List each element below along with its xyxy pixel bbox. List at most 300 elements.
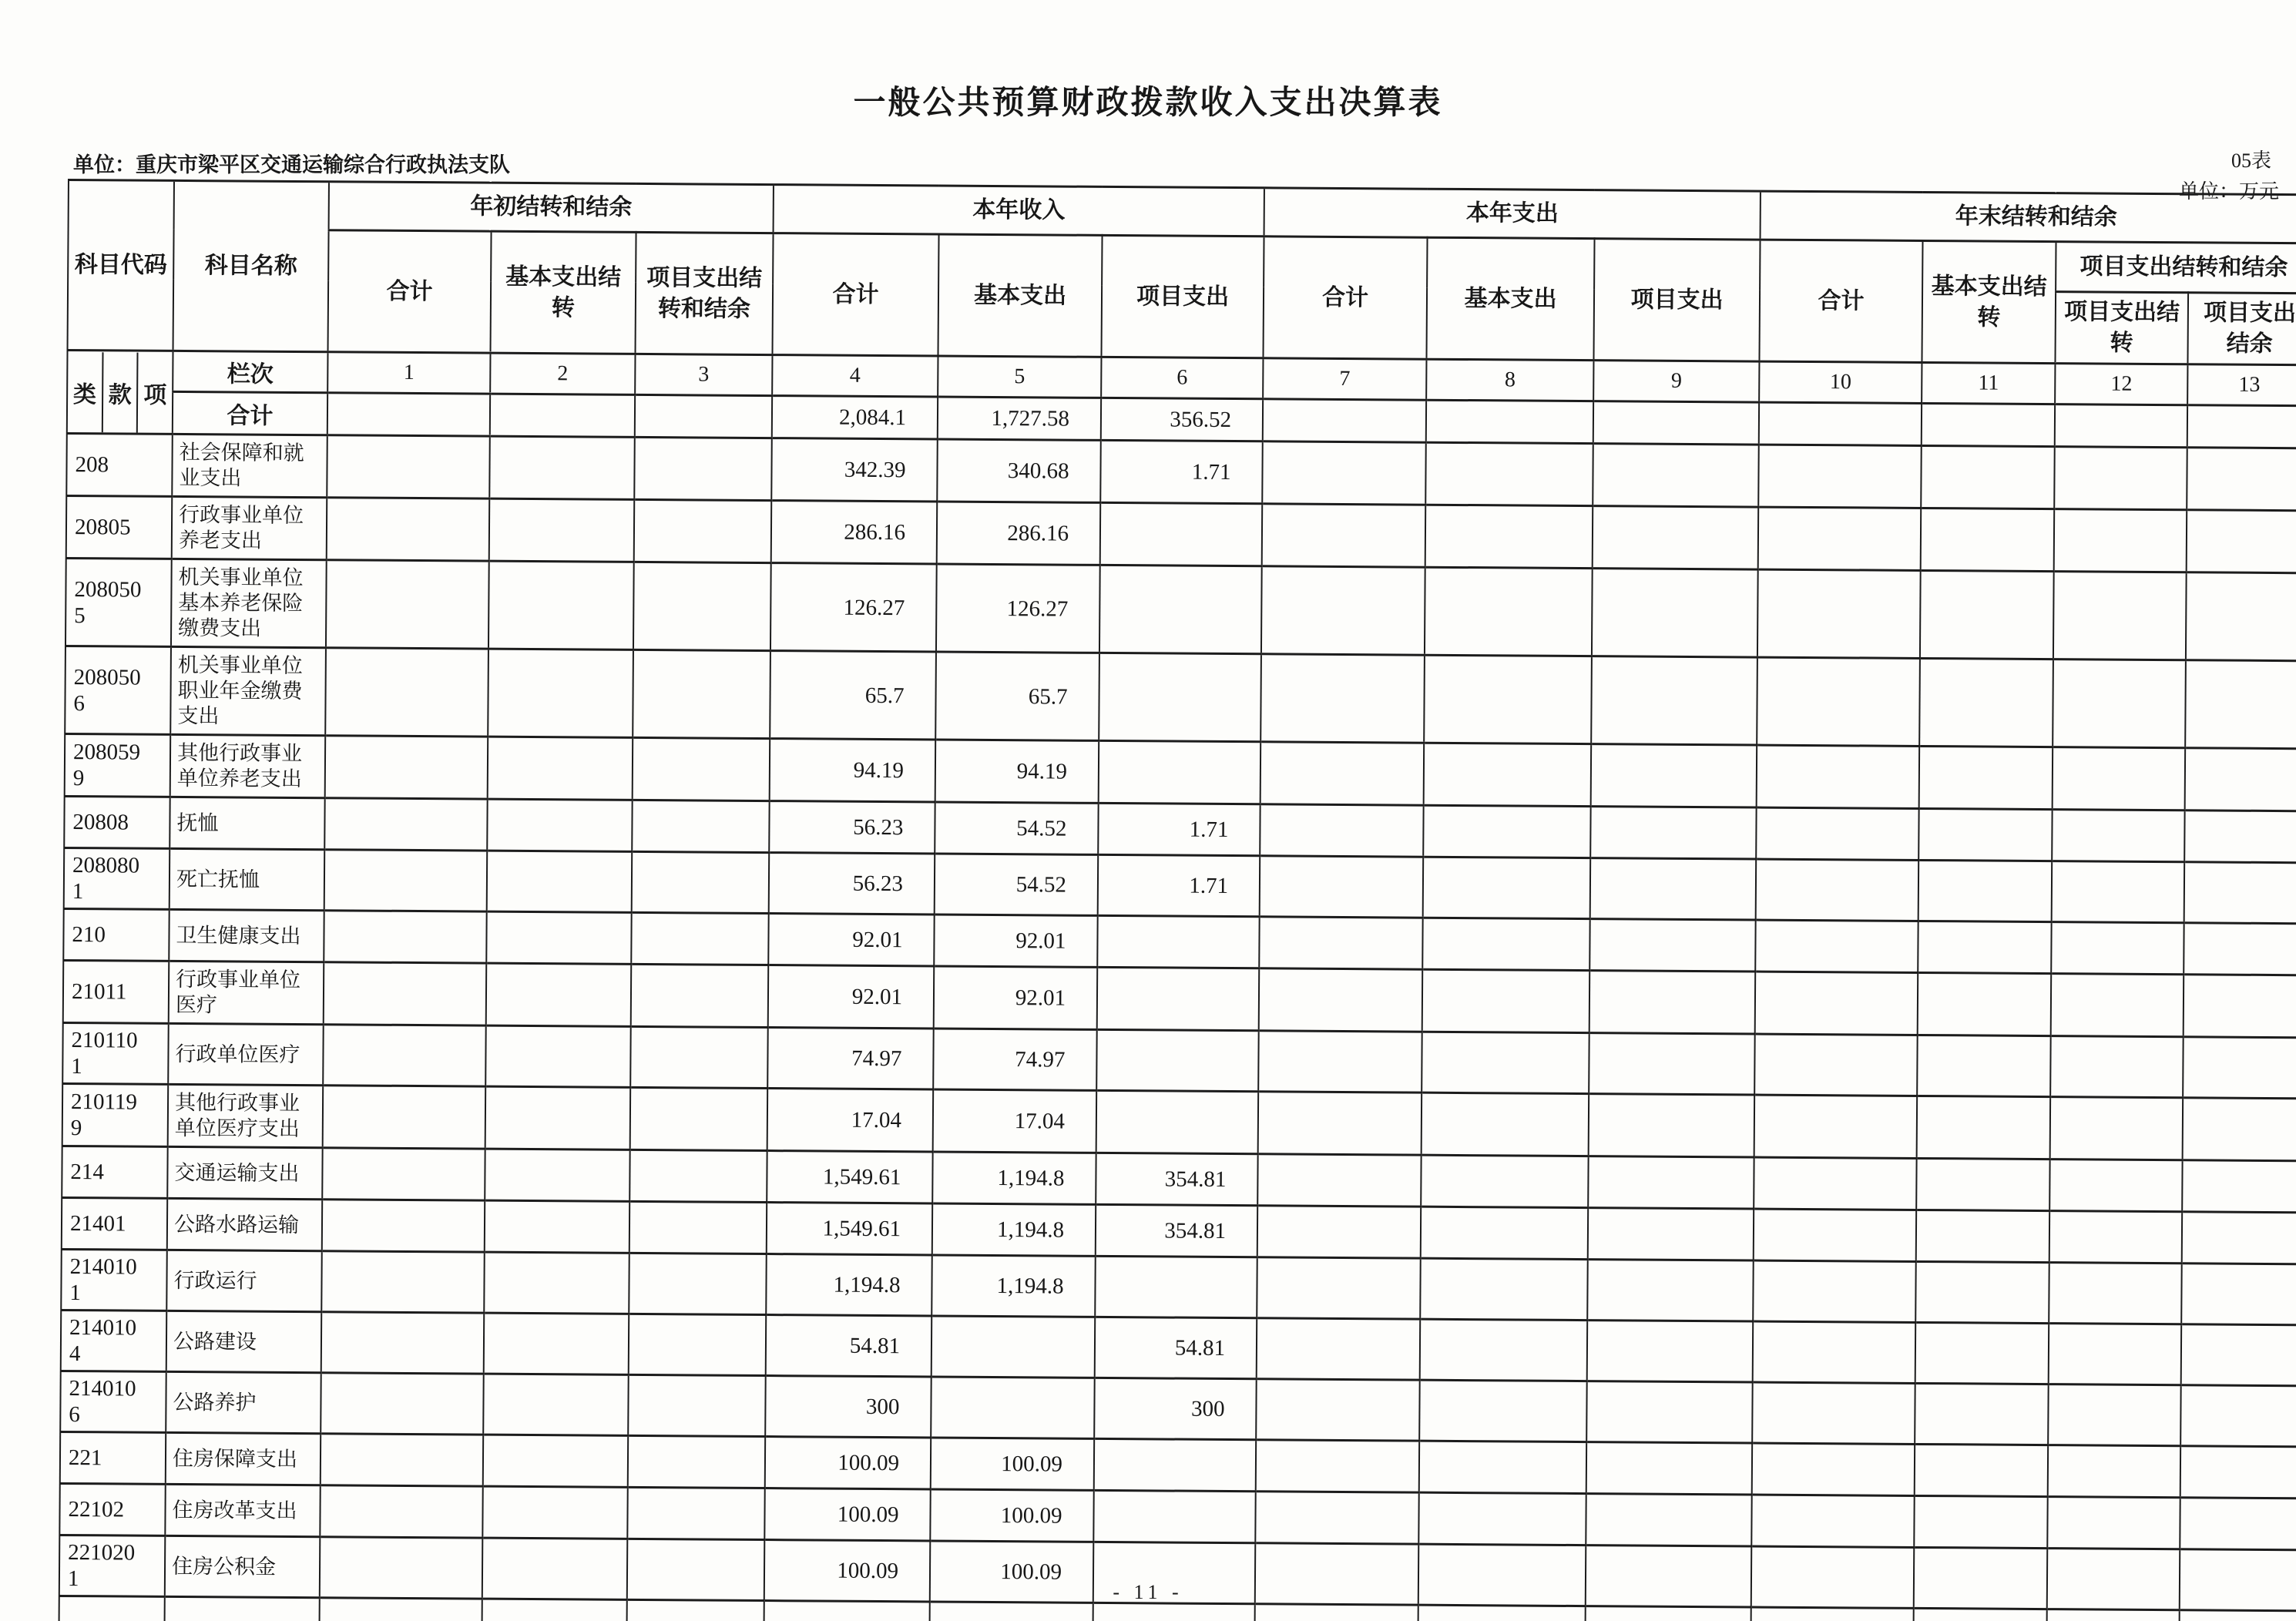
value-col-9 [1586, 1442, 1752, 1495]
value-col-2 [485, 1149, 629, 1201]
subject-name: 行政事业单位养老支出 [172, 496, 327, 559]
value-col-6: 354.81 [1096, 1204, 1257, 1257]
value-col-13 [2183, 1098, 2296, 1161]
colnum-12: 12 [2055, 364, 2187, 405]
value-col-1 [321, 1373, 484, 1435]
value-col-5: 340.68 [937, 439, 1101, 502]
code-parts-cell [67, 351, 173, 435]
header-col-11: 基本支出结转 [1922, 240, 2056, 363]
value-col-5 [931, 1316, 1096, 1378]
total-value-col-9 [1593, 401, 1759, 445]
subject-code [61, 1310, 167, 1371]
subject-code [65, 646, 171, 734]
value-col-2 [485, 1025, 631, 1087]
table-body [59, 180, 2296, 1621]
total-value-col-4: 2,084.1 [772, 396, 938, 439]
value-col-11 [1915, 1261, 2049, 1323]
value-col-10 [1758, 507, 1922, 570]
colnum-9: 9 [1593, 361, 1759, 402]
value-col-1 [324, 962, 487, 1025]
value-col-8 [1419, 1380, 1587, 1441]
subject-code-text: 22102 [68, 1497, 125, 1522]
value-col-11 [1918, 921, 2051, 973]
value-col-10 [1755, 972, 1918, 1035]
value-col-2 [483, 1435, 628, 1487]
value-col-4: 100.09 [764, 1540, 931, 1602]
value-col-3 [633, 649, 770, 738]
value-col-3 [631, 912, 768, 965]
value-col-11 [1920, 570, 2054, 659]
value-col-6 [1096, 1090, 1259, 1153]
value-col-2 [487, 851, 633, 912]
value-col-5: 100.09 [931, 1438, 1094, 1490]
value-col-8 [1423, 805, 1590, 857]
value-col-6 [1093, 1490, 1255, 1542]
subject-code-text: 20805 [74, 515, 131, 540]
value-col-12 [2049, 1324, 2182, 1385]
value-col-11 [1919, 658, 2053, 747]
value-col-1 [324, 850, 488, 911]
value-col-12 [2051, 974, 2184, 1037]
value-col-12 [2049, 1160, 2182, 1212]
value-col-6: 354.81 [1096, 1153, 1257, 1205]
value-col-13 [2181, 1264, 2296, 1325]
value-col-7 [1259, 968, 1423, 1032]
value-col-2 [484, 1313, 629, 1374]
colnum-6: 6 [1101, 357, 1263, 398]
value-col-13 [2185, 660, 2296, 749]
value-col-12 [2052, 861, 2185, 923]
subject-name: 住房改革支出 [165, 1484, 320, 1536]
value-col-5: 100.09 [930, 1489, 1093, 1542]
value-col-3 [628, 1435, 765, 1488]
subject-code-text: 2080506 [73, 664, 141, 716]
value-col-9 [1589, 1033, 1755, 1095]
subject-code-text: 210 [72, 922, 106, 948]
total-value-col-13 [2187, 405, 2296, 448]
value-col-4: 1,194.8 [766, 1254, 932, 1316]
subject-code-text: 2101101 [71, 1028, 138, 1079]
subject-code-text: 21011 [71, 979, 127, 1005]
total-row-label: 合计 [173, 391, 327, 435]
subject-code [65, 733, 171, 797]
value-col-10 [1756, 859, 1919, 921]
value-col-5: 94.19 [935, 740, 1099, 803]
header-subgroup-project-balance: 项目支出结转和结余 [2056, 242, 2296, 294]
total-value-col-5: 1,727.58 [938, 397, 1101, 440]
header-col-5: 基本支出 [938, 234, 1103, 357]
value-col-9 [1592, 569, 1758, 657]
value-col-4: 65.7 [770, 651, 936, 740]
header-col-1: 合计 [328, 230, 492, 353]
header-subject-code: 科目代码 [68, 180, 174, 351]
value-col-13 [2185, 748, 2296, 811]
value-col-1 [321, 1434, 483, 1486]
value-col-8 [1420, 1258, 1588, 1320]
value-col-4: 74.97 [767, 1028, 934, 1089]
value-col-13 [2182, 1212, 2296, 1264]
colnum-10: 10 [1759, 361, 1922, 403]
value-col-8 [1425, 442, 1593, 505]
value-col-5: 65.7 [935, 652, 1099, 740]
header-col-6: 项目支出 [1102, 235, 1264, 357]
subject-code [66, 433, 173, 496]
colnum-1: 1 [327, 352, 490, 394]
value-col-10 [1751, 1495, 1914, 1547]
subject-code [63, 960, 170, 1023]
colnum-2: 2 [490, 353, 635, 394]
subject-code-text: 2080599 [72, 740, 141, 791]
budget-table-wrapper [58, 179, 2296, 1621]
value-col-12 [2050, 1097, 2184, 1160]
value-col-6 [1094, 1438, 1256, 1491]
value-col-3 [629, 1149, 767, 1202]
value-col-9 [1585, 1606, 1751, 1621]
value-col-10 [1754, 1095, 1918, 1158]
unit-of-measure-note: 单位：万元 [2178, 180, 2279, 203]
value-col-2 [489, 436, 635, 499]
header-group-yearend-balance: 年末结转和结余 [1761, 191, 2296, 243]
subject-name: 住房保障支出 [166, 1432, 321, 1485]
value-col-2 [487, 799, 632, 851]
total-value-col-8 [1426, 400, 1593, 443]
value-col-1 [322, 1148, 485, 1200]
value-col-1 [323, 1086, 486, 1149]
subject-code-text: 20808 [72, 810, 129, 835]
subject-name: 社会保障和就业支出 [172, 434, 327, 497]
page-number: - 11 - [1113, 1581, 1183, 1603]
value-col-8 [1423, 857, 1591, 918]
header-group-opening-balance: 年初结转和结余 [329, 182, 774, 233]
subject-name: 行政运行 [166, 1250, 322, 1311]
value-col-12 [2053, 747, 2186, 810]
value-col-6: 300 [1094, 1378, 1257, 1439]
value-col-9 [1590, 807, 1756, 859]
value-col-2 [484, 1252, 629, 1314]
value-col-11 [1915, 1322, 2049, 1384]
total-value-col-1 [327, 393, 490, 436]
subject-name: 机关事业单位职业年金缴费支出 [170, 646, 326, 735]
value-col-13 [2184, 810, 2296, 863]
value-col-7 [1256, 1440, 1419, 1492]
value-col-3 [633, 562, 771, 650]
value-col-9 [1587, 1321, 1754, 1382]
value-col-5: 286.16 [937, 502, 1101, 565]
subject-code [62, 1022, 169, 1084]
value-col-9 [1593, 506, 1759, 569]
value-col-10 [1754, 1034, 1918, 1096]
value-col-3 [634, 437, 772, 500]
value-col-13 [2186, 572, 2296, 661]
subject-name: 住房公积金 [165, 1535, 321, 1597]
subject-code [66, 495, 173, 559]
sheet-number-label: 05表 [2231, 149, 2271, 172]
value-col-4: 94.19 [770, 739, 936, 802]
value-col-8 [1425, 505, 1593, 568]
unit-label: 单位：重庆市梁平区交通运输综合行政执法支队 [73, 153, 510, 176]
value-col-6 [1096, 1029, 1259, 1091]
value-col-7 [1258, 1092, 1422, 1155]
value-col-5: 17.04 [933, 1089, 1097, 1153]
value-col-6 [1093, 1603, 1254, 1621]
value-col-7 [1262, 504, 1426, 567]
subject-name: 公路水路运输 [167, 1198, 322, 1250]
code-parts [68, 352, 173, 433]
value-col-1 [324, 798, 487, 851]
value-col-9 [1593, 444, 1759, 507]
subject-name: 机关事业单位基本养老保险缴费支出 [171, 559, 327, 647]
value-col-1 [321, 1312, 485, 1374]
value-col-13 [2180, 1498, 2296, 1550]
value-col-9 [1588, 1156, 1754, 1209]
value-col-3 [629, 1201, 767, 1254]
colnum-7: 7 [1263, 358, 1426, 400]
header-subject-name: 科目名称 [173, 180, 329, 351]
value-col-6: 54.81 [1095, 1317, 1257, 1378]
value-col-12 [2049, 1263, 2182, 1324]
value-col-3 [628, 1374, 766, 1436]
header-group-current-year-expense: 本年支出 [1264, 188, 1761, 240]
total-value-col-7 [1263, 399, 1426, 442]
value-col-1 [327, 435, 490, 498]
subject-name: 死亡抚恤 [170, 848, 325, 910]
value-col-13 [2181, 1324, 2296, 1386]
value-col-1 [321, 1251, 485, 1313]
value-col-8 [1424, 743, 1592, 806]
value-col-10 [1756, 807, 1918, 860]
value-col-11 [1915, 1444, 2048, 1496]
value-col-11 [1916, 1158, 2049, 1210]
value-col-13 [2184, 862, 2296, 924]
value-col-6 [1100, 502, 1263, 566]
total-value-col-6: 356.52 [1101, 398, 1263, 441]
subject-code [59, 1483, 165, 1535]
value-col-12 [2051, 922, 2184, 975]
value-col-10 [1751, 1607, 1913, 1621]
value-col-12 [2048, 1384, 2181, 1446]
colnum-13: 13 [2187, 364, 2296, 406]
value-col-5: 1,194.8 [932, 1203, 1096, 1256]
value-col-11 [1917, 1035, 2051, 1096]
value-col-11 [1921, 508, 2055, 571]
subject-name: 公路建设 [166, 1311, 322, 1372]
value-col-4: 54.81 [766, 1315, 932, 1377]
subject-code-text: 2080505 [74, 576, 142, 628]
value-col-2 [482, 1486, 627, 1539]
value-col-10 [1753, 1260, 1916, 1322]
value-col-2 [485, 1086, 631, 1149]
value-col-5: 1,194.8 [931, 1255, 1096, 1317]
value-col-1 [323, 1025, 486, 1086]
value-col-12 [2054, 509, 2187, 572]
header-group-current-year-income: 本年收入 [774, 185, 1264, 237]
value-col-6: 1.71 [1100, 440, 1263, 503]
value-col-5: 54.52 [935, 854, 1099, 915]
value-col-13 [2187, 448, 2296, 511]
value-col-8 [1418, 1492, 1586, 1545]
value-col-4: 56.23 [769, 853, 935, 915]
value-col-7 [1260, 856, 1424, 918]
value-col-4: 100.09 [765, 1437, 931, 1489]
value-col-4: 1,549.61 [767, 1203, 932, 1255]
value-col-10 [1755, 920, 1918, 972]
value-col-11 [1918, 972, 2052, 1035]
value-col-1 [324, 911, 486, 963]
value-col-11 [1918, 860, 2053, 921]
value-col-1 [322, 1200, 485, 1252]
subject-name: 其他行政事业单位医疗支出 [168, 1084, 324, 1147]
value-col-7 [1260, 654, 1425, 743]
value-col-11 [1916, 1210, 2049, 1262]
value-col-12 [2047, 1497, 2180, 1549]
subject-name: 交通运输支出 [167, 1146, 322, 1199]
value-col-9 [1589, 1094, 1755, 1157]
value-col-13 [2179, 1610, 2296, 1621]
value-col-7 [1257, 1206, 1421, 1258]
value-col-11 [1913, 1608, 2046, 1621]
subject-code [60, 1371, 166, 1432]
value-col-1 [327, 498, 490, 561]
colnum-5: 5 [938, 356, 1101, 398]
subject-name: 公路养护 [166, 1371, 321, 1433]
value-col-6 [1097, 915, 1259, 968]
total-value-col-12 [2055, 404, 2187, 448]
value-col-1 [320, 1485, 482, 1538]
value-col-10 [1758, 445, 1922, 508]
subject-code [64, 796, 170, 848]
value-col-1 [325, 736, 488, 799]
value-col-5: 1,194.8 [932, 1152, 1096, 1204]
subject-code-text: 2210201 [67, 1540, 136, 1592]
value-col-1 [326, 560, 489, 649]
header-col-10: 合计 [1760, 240, 1923, 362]
value-col-4: 92.01 [768, 965, 935, 1029]
table-row [65, 558, 2296, 660]
value-col-3 [629, 1314, 767, 1375]
value-col-10 [1752, 1382, 1915, 1444]
colnum-8: 8 [1426, 359, 1593, 401]
value-col-3 [634, 499, 772, 562]
value-col-4: 92.01 [768, 914, 934, 966]
value-col-8 [1422, 1032, 1589, 1093]
value-col-9 [1586, 1494, 1751, 1546]
value-col-7 [1258, 1031, 1422, 1092]
value-col-10 [1754, 1157, 1916, 1210]
subject-code [64, 847, 170, 909]
value-col-13 [2187, 510, 2296, 573]
value-col-3 [631, 964, 769, 1027]
table-row [65, 646, 2296, 748]
value-col-13 [2182, 1160, 2296, 1213]
value-col-9 [1591, 744, 1757, 807]
code-part-lei: 类 [72, 381, 97, 408]
total-value-col-2 [490, 394, 635, 437]
value-col-12 [2053, 572, 2187, 660]
value-col-10 [1757, 745, 1920, 808]
value-col-8 [1422, 969, 1590, 1032]
value-col-4: 100.09 [764, 1488, 930, 1541]
header-col-7: 合计 [1264, 237, 1428, 359]
value-col-2 [486, 963, 632, 1026]
value-col-5 [929, 1602, 1093, 1621]
subject-code [65, 558, 172, 646]
value-col-7 [1255, 1492, 1418, 1544]
value-col-3 [632, 851, 770, 913]
value-col-11 [1915, 1383, 2049, 1445]
value-col-13 [2184, 975, 2296, 1038]
value-col-7 [1256, 1379, 1420, 1441]
value-col-1 [325, 648, 488, 737]
value-col-12 [2046, 1609, 2179, 1621]
subject-name: 行政单位医疗 [168, 1023, 324, 1085]
value-col-13 [2184, 923, 2296, 975]
value-col-12 [2053, 659, 2186, 748]
value-col-8 [1421, 1207, 1588, 1259]
value-col-7 [1260, 742, 1425, 805]
subject-code-text: 21401 [69, 1211, 126, 1237]
code-part-kuan: 款 [101, 352, 136, 432]
value-col-4: 342.39 [771, 438, 938, 502]
lanci-label: 栏次 [173, 351, 327, 392]
subject-code [60, 1431, 166, 1484]
value-col-9 [1587, 1260, 1754, 1321]
value-col-6 [1099, 565, 1262, 653]
value-col-8 [1425, 567, 1593, 656]
header-col-8: 基本支出 [1427, 237, 1595, 360]
value-col-12 [2054, 447, 2187, 510]
value-col-7 [1260, 804, 1423, 857]
value-col-12 [2049, 1211, 2182, 1264]
value-col-13 [2180, 1385, 2296, 1447]
value-col-5: 54.52 [935, 802, 1098, 854]
subject-code [62, 1083, 169, 1146]
value-col-6 [1099, 653, 1261, 741]
value-col-10 [1753, 1321, 1916, 1383]
value-col-6: 1.71 [1098, 854, 1260, 916]
subject-code-text: 214 [70, 1160, 105, 1185]
value-col-12 [2050, 1036, 2184, 1098]
budget-table [58, 179, 2296, 1621]
header-col-9: 项目支出 [1594, 239, 1761, 361]
value-col-7 [1261, 566, 1425, 655]
value-col-9 [1590, 858, 1757, 920]
value-col-5: 92.01 [934, 966, 1098, 1029]
value-col-5: 74.97 [933, 1029, 1097, 1090]
value-col-9 [1586, 1381, 1753, 1443]
value-col-10 [1752, 1443, 1915, 1495]
value-col-3 [627, 1487, 764, 1539]
value-col-9 [1591, 656, 1757, 745]
value-col-6: 1.71 [1098, 803, 1260, 855]
value-col-3 [630, 1087, 768, 1150]
value-col-2 [483, 1374, 629, 1435]
value-col-9 [1588, 1208, 1754, 1260]
value-col-8 [1420, 1319, 1588, 1381]
header-col-12: 项目支出结转 [2056, 292, 2189, 364]
value-col-4: 56.23 [769, 801, 935, 854]
subject-name: 行政事业单位医疗 [169, 961, 324, 1024]
value-col-2 [486, 911, 631, 964]
value-col-4: 17.04 [767, 1089, 934, 1152]
subject-code [62, 1197, 167, 1250]
value-col-5 [931, 1377, 1095, 1438]
value-col-11 [1914, 1495, 2047, 1548]
header-col-3: 项目支出结转和结余 [636, 232, 774, 354]
subject-code-text: 2140106 [69, 1376, 136, 1428]
value-col-10 [1757, 569, 1921, 658]
value-col-8 [1422, 1092, 1589, 1156]
value-col-4: 126.27 [770, 563, 937, 652]
